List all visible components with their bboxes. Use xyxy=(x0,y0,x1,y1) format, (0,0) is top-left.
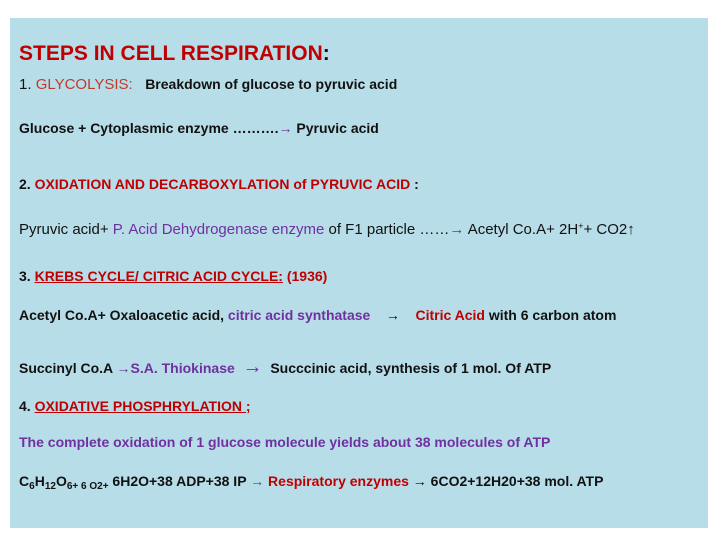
step2-eq-c: of F1 particle …… xyxy=(324,221,450,238)
step3-equation xyxy=(19,307,616,323)
step3-eq2-a: Succinyl Co.A xyxy=(19,360,117,376)
up-arrow-icon: ↑ xyxy=(627,221,635,238)
step4-description: The complete oxidation of 1 glucose molecule yields about 38 molecules of ATP xyxy=(19,434,551,450)
formula-o-sub: 6+ 6 O2+ xyxy=(66,481,109,492)
slide xyxy=(10,18,708,528)
step2-eq-sup: + xyxy=(578,221,584,231)
arrow-icon: → xyxy=(385,307,400,323)
step3-label: KREBS CYCLE/ CITRIC ACID CYCLE: xyxy=(34,268,283,284)
step1-eq-left: Glucose + Cytoplasmic enzyme ………. xyxy=(19,120,279,136)
step4-heading xyxy=(19,398,251,414)
step2-heading xyxy=(19,176,419,192)
step2-number: 2. xyxy=(19,176,35,192)
step3-equation2 xyxy=(19,356,551,379)
formula-c: C xyxy=(19,473,30,489)
step2-eq-e: + CO2 xyxy=(583,221,628,238)
step4-eq-enzyme: Respiratory enzymes xyxy=(264,473,409,489)
arrow-icon: → xyxy=(408,473,427,489)
step3-eq-d: with 6 carbon atom xyxy=(484,307,617,323)
step3-eq2-c: Succcinic acid, synthesis of 1 mol. Of ATP xyxy=(270,360,552,376)
step3-eq-product: Citric Acid xyxy=(415,307,485,323)
formula-h-sub: 12 xyxy=(44,481,56,492)
slide-title xyxy=(19,42,330,66)
title-text: STEPS IN CELL RESPIRATION xyxy=(19,42,323,65)
step4-label: OXIDATIVE PHOSPHRYLATION ; xyxy=(34,398,251,414)
step4-eq-c: 6CO2+12H20+38 mol. ATP xyxy=(426,473,604,489)
arrow-icon: → xyxy=(242,356,263,378)
step2-eq-d: Acetyl Co.A+ 2H xyxy=(464,221,579,238)
step3-eq-enzyme: citric acid synthatase xyxy=(227,307,371,323)
formula-o: O xyxy=(55,473,67,489)
title-colon: : xyxy=(322,42,330,65)
step1-number: 1. xyxy=(19,76,36,93)
formula-h: H xyxy=(34,473,45,489)
step1-heading xyxy=(19,76,397,93)
step4-equation xyxy=(19,473,603,492)
step1-equation xyxy=(19,120,379,136)
arrow-icon: → xyxy=(278,120,293,136)
step1-eq-right: Pyruvic acid xyxy=(292,120,379,136)
step2-equation xyxy=(19,221,635,238)
step3-number: 3. xyxy=(19,268,35,284)
step4-eq-a: 6H2O+38 ADP+38 IP xyxy=(108,473,251,489)
step3-heading xyxy=(19,268,327,284)
step2-eq-enzyme: P. Acid Dehydrogenase enzyme xyxy=(112,221,325,238)
step2-tail: : xyxy=(410,176,419,192)
step1-label: GLYCOLYSIS: xyxy=(35,76,133,93)
arrow-icon: → xyxy=(116,360,131,376)
arrow-icon: → xyxy=(449,221,465,238)
formula-c-sub: 6 xyxy=(29,481,35,492)
step2-label2: PYRUVIC ACID xyxy=(310,176,411,192)
step1-description: Breakdown of glucose to pyruvic acid xyxy=(145,76,398,92)
arrow-icon: → xyxy=(250,473,265,489)
step2-eq-a: Pyruvic acid+ xyxy=(19,221,113,238)
step3-eq-a: Acetyl Co.A+ Oxaloacetic acid, xyxy=(19,307,228,323)
step2-label: OXIDATION AND DECARBOXYLATION of xyxy=(34,176,311,192)
step3-eq2-enzyme: S.A. Thiokinase xyxy=(130,360,235,376)
step3-year: (1936) xyxy=(282,268,328,284)
step4-number: 4. xyxy=(19,398,35,414)
